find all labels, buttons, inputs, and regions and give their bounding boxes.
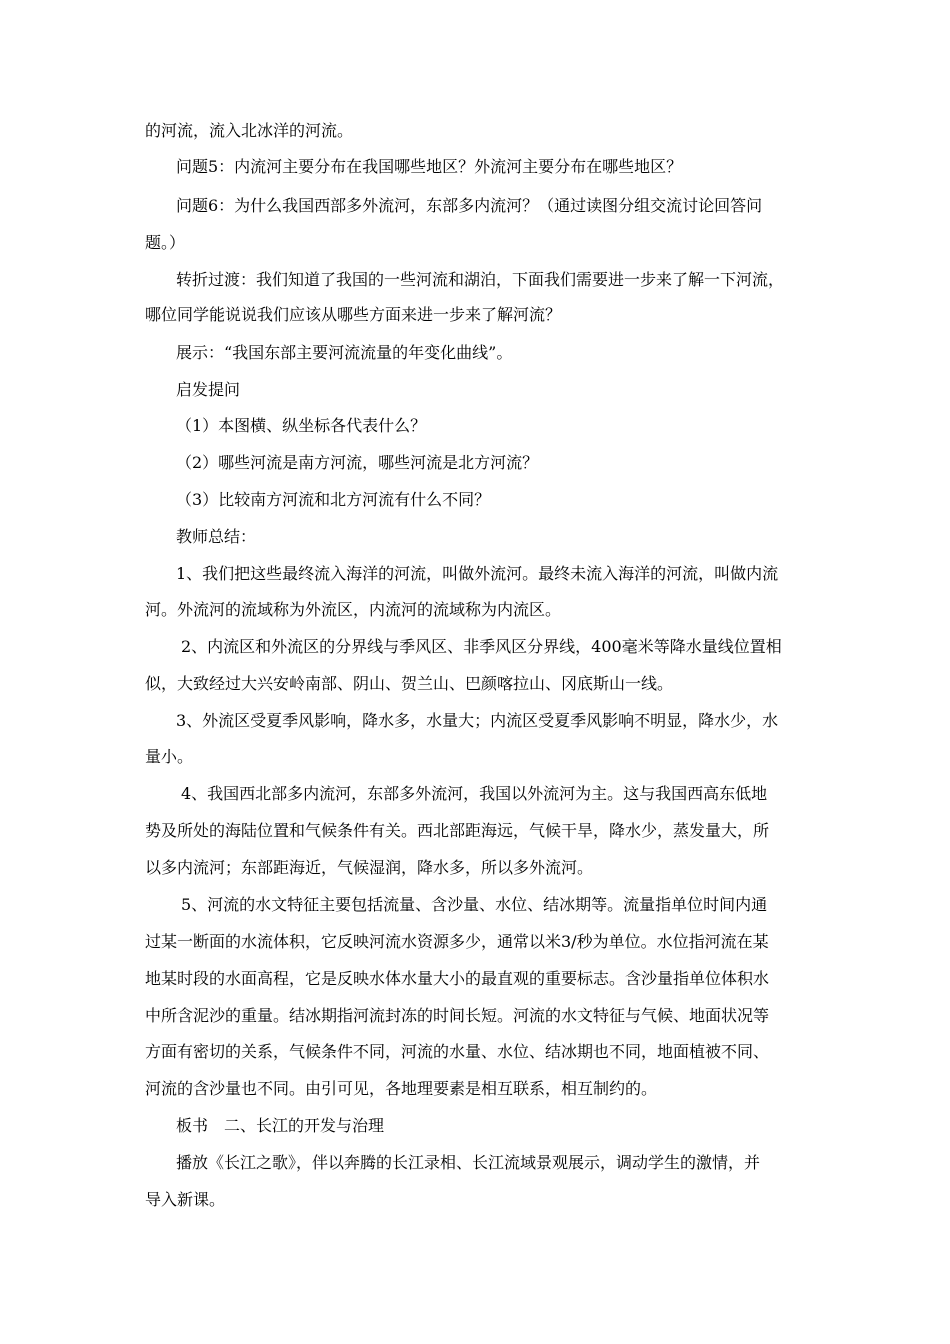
summary-item-2: 2、内流区和外流区的分界线与季风区、非季风区分界线，400毫米等降水量线位置相 bbox=[181, 637, 782, 656]
transition-paragraph: 转折过渡：我们知道了我国的一些河流和湖泊，下面我们需要进一步来了解一下河流， bbox=[176, 270, 785, 289]
text-line: 河。外流河的流域称为外流区，内流河的流域称为内流区。 bbox=[145, 600, 562, 619]
prompt-question-1: （1）本图横、纵坐标各代表什么？ bbox=[176, 416, 427, 435]
text-line: 方面有密切的关系，气候条件不同，河流的水量、水位、结冰期也不同，地面植被不同、 bbox=[145, 1042, 770, 1061]
text-line: 以多内流河；东部距海近，气候湿润，降水多，所以多外流河。 bbox=[145, 858, 594, 877]
summary-item-1: 1、我们把这些最终流入海洋的河流，叫做外流河。最终未流入海洋的河流，叫做内流 bbox=[176, 564, 779, 583]
show-caption: 展示：“我国东部主要河流流量的年变化曲线”。 bbox=[176, 343, 513, 362]
text-line: 的河流，流入北冰洋的河流。 bbox=[145, 121, 354, 140]
text-line: 似，大致经过大兴安岭南部、阴山、贺兰山、巴颜喀拉山、冈底斯山一线。 bbox=[145, 674, 674, 693]
summary-item-3: 3、外流区受夏季风影响，降水多，水量大；内流区受夏季风影响不明显，降水少，水 bbox=[176, 711, 779, 730]
text-line: 势及所处的海陆位置和气候条件有关。西北部距海远，气候干旱，降水少，蒸发量大，所 bbox=[145, 821, 770, 840]
board-heading: 板书 二、长江的开发与治理 bbox=[176, 1116, 385, 1135]
prompt-question-3: （3）比较南方河流和北方河流有什么不同？ bbox=[176, 490, 491, 509]
summary-item-4: 4、我国西北部多内流河，东部多外流河，我国以外流河为主。这与我国西高东低地 bbox=[181, 784, 768, 803]
prompt-question-2: （2）哪些河流是南方河流，哪些河流是北方河流？ bbox=[176, 453, 539, 472]
text-line: 中所含泥沙的重量。结冰期指河流封冻的时间长短。河流的水文特征与气候、地面状况等 bbox=[145, 1006, 770, 1025]
text-line: 过某一断面的水流体积，它反映河流水资源多少，通常以米3/秒为单位。水位指河流在某 bbox=[145, 932, 769, 951]
prompt-heading: 启发提问 bbox=[176, 380, 241, 399]
text-line: 题。） bbox=[145, 233, 186, 252]
summary-heading: 教师总结： bbox=[176, 527, 257, 546]
question-5: 问题5：内流河主要分布在我国哪些地区？外流河主要分布在哪些地区？ bbox=[176, 157, 683, 176]
closing-paragraph: 播放《长江之歌》，伴以奔腾的长江录相、长江流域景观展示，调动学生的激情，并 bbox=[176, 1153, 761, 1172]
question-6: 问题6：为什么我国西部多外流河，东部多内流河？（通过读图分组交流讨论回答问 bbox=[176, 196, 763, 215]
text-line: 地某时段的水面高程，它是反映水体水量大小的最直观的重要标志。含沙量指单位体积水 bbox=[145, 969, 770, 988]
text-line: 量小。 bbox=[145, 747, 194, 766]
text-line: 导入新课。 bbox=[145, 1190, 226, 1209]
text-line: 河流的含沙量也不同。由引可见，各地理要素是相互联系，相互制约的。 bbox=[145, 1079, 658, 1098]
summary-item-5: 5、河流的水文特征主要包括流量、含沙量、水位、结冰期等。流量指单位时间内通 bbox=[181, 895, 768, 914]
text-line: 哪位同学能说说我们应该从哪些方面来进一步来了解河流？ bbox=[145, 305, 562, 324]
